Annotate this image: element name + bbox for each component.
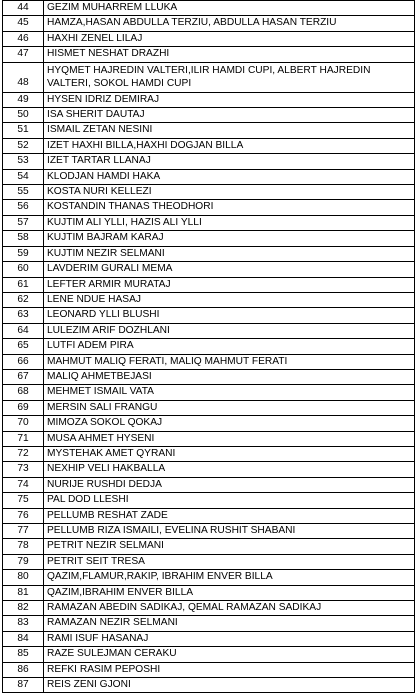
table-row [3,369,415,384]
row-number: 50 [3,108,44,123]
row-number: 56 [3,200,44,215]
row-number: 68 [3,385,44,400]
row-number: 85 [3,647,44,662]
owner-list-table [2,0,415,693]
row-number: 54 [3,169,44,184]
row-number: 75 [3,493,44,508]
owner-name: RAMI ISUF HASANAJ [44,631,415,646]
table-row [3,169,415,184]
table-row [3,647,415,662]
owner-name: HYSEN IDRIZ DEMIRAJ [44,92,415,107]
row-number: 86 [3,662,44,677]
owner-name: NEXHIP VELI HAKBALLA [44,462,415,477]
table-row [3,462,415,477]
owner-name: QAZIM,IBRAHIM ENVER BILLA [44,585,415,600]
row-number: 62 [3,292,44,307]
table-row [3,354,415,369]
table-row [3,1,415,16]
owner-name: KOSTA NURI KELLEZI [44,185,415,200]
owner-name: KUJTIM ALI YLLI, HAZIS ALI YLLI [44,215,415,230]
owner-name: REIS ZENI GJONI [44,678,415,693]
row-number: 61 [3,277,44,292]
table-row [3,246,415,261]
table-row [3,477,415,492]
row-number: 87 [3,678,44,693]
table-row [3,231,415,246]
row-number: 49 [3,92,44,107]
row-number: 65 [3,339,44,354]
owner-name: HAXHI ZENEL LILAJ [44,31,415,46]
table-row [3,108,415,123]
owner-name: PAL DOD LLESHI [44,493,415,508]
row-number: 83 [3,616,44,631]
row-number: 63 [3,308,44,323]
owner-name: IZET HAXHI BILLA,HAXHI DOGJAN BILLA [44,138,415,153]
row-number: 66 [3,354,44,369]
owner-name: HYQMET HAJREDIN VALTERI,ILIR HAMDI CUPI, ALBERT HAJREDIN VALTERI, SOKOL HAMDI CUPI [44,62,415,92]
table-row [3,616,415,631]
table-row [3,385,415,400]
owner-name: GEZIM MUHARREM LLUKA [44,1,415,16]
row-number: 52 [3,138,44,153]
table-row [3,47,415,62]
table-row [3,539,415,554]
owner-name: LUTFI ADEM PIRA [44,339,415,354]
row-number: 79 [3,554,44,569]
owner-name: LENE NDUE HASAJ [44,292,415,307]
table-row [3,31,415,46]
owner-name: ISMAIL ZETAN NESINI [44,123,415,138]
owner-name: KUJTIM NEZIR SELMANI [44,246,415,261]
table-row [3,154,415,169]
owner-name: PELLUMB RIZA ISMAILI, EVELINA RUSHIT SHABANI [44,524,415,539]
owner-name: MAHMUT MALIQ FERATI, MALIQ MAHMUT FERATI [44,354,415,369]
owner-name: PETRIT NEZIR SELMANI [44,539,415,554]
owner-name: KUJTIM BAJRAM KARAJ [44,231,415,246]
row-number: 46 [3,31,44,46]
table-row [3,185,415,200]
owner-name: RAZE SULEJMAN CERAKU [44,647,415,662]
row-number: 48 [3,62,44,92]
owner-name: LAVDERIM GURALI MEMA [44,262,415,277]
owner-name: LEFTER ARMIR MURATAJ [44,277,415,292]
owner-name: KLODJAN HAMDI HAKA [44,169,415,184]
owner-list-body [3,1,415,693]
owner-name: MERSIN SALI FRANGU [44,400,415,415]
owner-name: MIMOZA SOKOL QOKAJ [44,416,415,431]
table-row [3,323,415,338]
row-number: 74 [3,477,44,492]
row-number: 80 [3,570,44,585]
row-number: 60 [3,262,44,277]
table-row [3,662,415,677]
table-row [3,554,415,569]
owner-name: KOSTANDIN THANAS THEODHORI [44,200,415,215]
owner-name: MALIQ AHMETBEJASI [44,369,415,384]
row-number: 45 [3,16,44,31]
row-number: 67 [3,369,44,384]
row-number: 70 [3,416,44,431]
row-number: 71 [3,431,44,446]
row-number: 77 [3,524,44,539]
table-row [3,631,415,646]
table-row [3,508,415,523]
owner-name: ISA SHERIT DAUTAJ [44,108,415,123]
row-number: 82 [3,601,44,616]
owner-name: HISMET NESHAT DRAZHI [44,47,415,62]
owner-name: MEHMET ISMAIL VATA [44,385,415,400]
row-number: 76 [3,508,44,523]
table-row [3,493,415,508]
row-number: 59 [3,246,44,261]
row-number: 72 [3,446,44,461]
table-row [3,277,415,292]
table-row [3,400,415,415]
owner-name: IZET TARTAR LLANAJ [44,154,415,169]
owner-name: MYSTEHAK AMET QYRANI [44,446,415,461]
owner-name: LULEZIM ARIF DOZHLANI [44,323,415,338]
owner-name: NURIJE RUSHDI DEDJA [44,477,415,492]
table-row [3,92,415,107]
table-row [3,200,415,215]
row-number: 53 [3,154,44,169]
row-number: 64 [3,323,44,338]
row-number: 81 [3,585,44,600]
row-number: 69 [3,400,44,415]
owner-name: HAMZA,HASAN ABDULLA TERZIU, ABDULLA HASAN TERZIU [44,16,415,31]
table-row [3,16,415,31]
owner-name: REFKI RASIM PEPOSHI [44,662,415,677]
row-number: 84 [3,631,44,646]
owner-name: MUSA AHMET HYSENI [44,431,415,446]
table-row [3,524,415,539]
row-number: 51 [3,123,44,138]
table-row [3,123,415,138]
table-row [3,570,415,585]
table-row [3,416,415,431]
table-row [3,585,415,600]
owner-name: PETRIT SEIT TRESA [44,554,415,569]
table-row [3,308,415,323]
table-row [3,215,415,230]
row-number: 73 [3,462,44,477]
table-row [3,446,415,461]
owner-list-sheet [2,0,415,693]
owner-name: QAZIM,FLAMUR,RAKIP, IBRAHIM ENVER BILLA [44,570,415,585]
table-row [3,601,415,616]
table-row [3,138,415,153]
row-number: 44 [3,1,44,16]
table-row [3,339,415,354]
table-row [3,431,415,446]
row-number: 55 [3,185,44,200]
row-number: 78 [3,539,44,554]
owner-name: RAMAZAN ABEDIN SADIKAJ, QEMAL RAMAZAN SADIKAJ [44,601,415,616]
row-number: 47 [3,47,44,62]
row-number: 57 [3,215,44,230]
owner-name: PELLUMB RESHAT ZADE [44,508,415,523]
table-row [3,292,415,307]
owner-name: LEONARD YLLI BLUSHI [44,308,415,323]
table-row [3,62,415,92]
row-number: 58 [3,231,44,246]
table-row [3,262,415,277]
owner-name: RAMAZAN NEZIR SELMANI [44,616,415,631]
